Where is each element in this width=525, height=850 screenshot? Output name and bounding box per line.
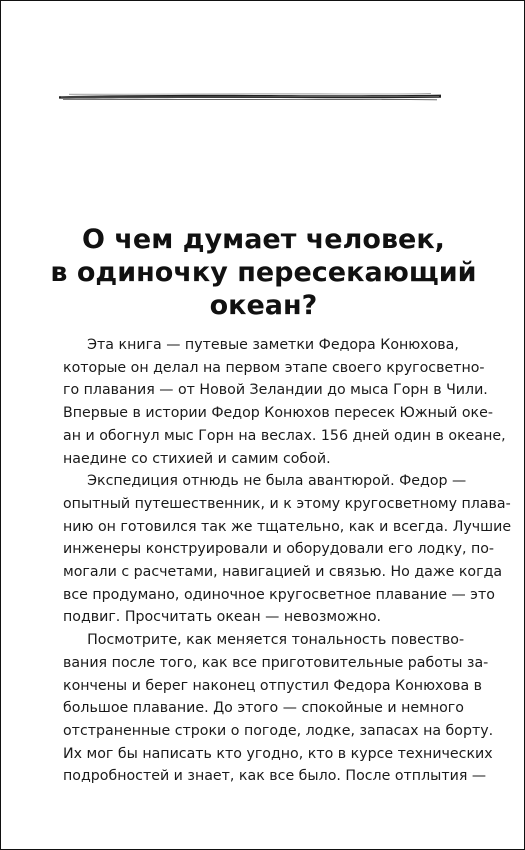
chapter-title: [41, 223, 486, 322]
text-line: которые он делал на первом этапе своего кругосветно-: [63, 359, 485, 376]
title-line: О чем думает человек,: [82, 224, 445, 255]
body-text: [63, 334, 512, 788]
text-line: Их мог бы написать кто угодно, кто в курсе технических: [63, 745, 493, 762]
text-line: подробностей и знает, как все было. После отплытия —: [63, 768, 487, 785]
text-line: все продумано, одиночное кругосветное плавание — это: [63, 586, 495, 603]
text-line: подвиг. Просчитать океан — невозможно.: [63, 609, 382, 626]
paragraph: [63, 334, 506, 470]
text-line: наедине со стихией и самим собой.: [63, 450, 331, 467]
title-line: океан?: [209, 290, 318, 321]
text-line: могали с расчетами, навигацией и связью. Но даже когда: [63, 564, 503, 581]
text-line: Эта книга — путевые заметки Федора Конюхова,: [87, 337, 459, 353]
decorative-brush-rule: [59, 91, 441, 103]
text-line: отстраненные строки о погоде, лодке, запасах на борту.: [63, 722, 494, 739]
text-line: большое плавание. До этого — спокойные и немного: [63, 700, 464, 717]
text-line: Посмотрите, как меняется тональность повество-: [87, 632, 465, 649]
title-line: в одиночку пересекающий: [50, 257, 477, 288]
text-line: вания после того, как все приготовительные работы за-: [63, 654, 489, 671]
text-line: ан и обогнул мыс Горн на веслах. 156 дней один в океане,: [63, 427, 506, 444]
text-line: кончены и берег наконец отпустил Федора Конюхова в: [63, 677, 483, 694]
text-line: Экспедиция отнюдь не была авантюрой. Федор —: [87, 473, 467, 490]
text-line: опытный путешественник, и к этому кругосветному плава-: [63, 495, 511, 512]
text-line: нию он готовился так же тщательно, как и всегда. Лучшие: [63, 518, 512, 535]
text-line: Впервые в истории Федор Конюхов пересек Южный оке-: [63, 405, 493, 422]
text-line: инженеры конструировали и оборудовали его лодку, по-: [63, 541, 495, 558]
paragraph: [63, 629, 494, 788]
paragraph: [63, 470, 512, 629]
text-line: го плавания — от Новой Зеландии до мыса Горн в Чили.: [63, 382, 488, 399]
